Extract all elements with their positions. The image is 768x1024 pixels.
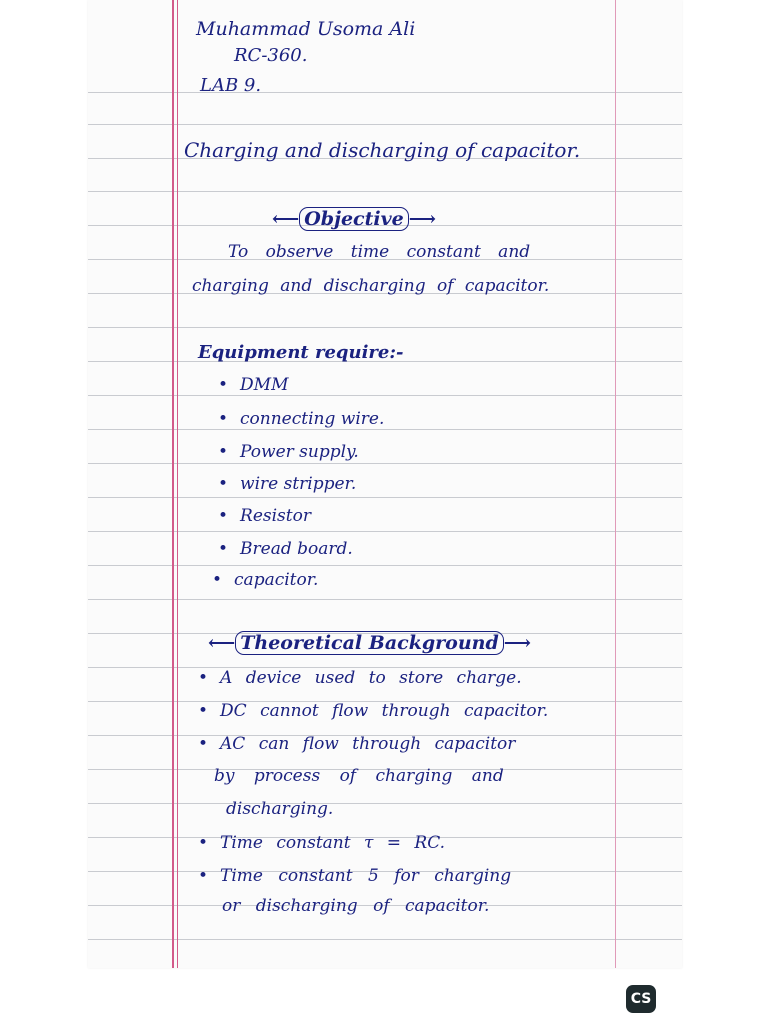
theory-line [198, 833, 445, 853]
theory-line-text: Time constant τ = RC. [220, 833, 446, 853]
camscanner-logo-icon: CS [626, 985, 656, 1013]
bullet-icon: • [198, 866, 209, 886]
bullet-icon: • [198, 833, 209, 853]
theory-label: Theoretical Background [235, 631, 504, 655]
page-title: Charging and discharging of capacitor. [184, 138, 581, 162]
theory-line [198, 866, 511, 886]
equipment-item [212, 570, 318, 590]
equipment-item-label: connecting wire. [240, 409, 385, 429]
objective-heading [272, 208, 436, 230]
objective-label: Objective [299, 207, 409, 231]
theory-line [198, 668, 522, 688]
equipment-heading: Equipment require:- [198, 342, 404, 363]
objective-line-2: charging and discharging of capacitor. [192, 276, 550, 296]
theory-line [198, 734, 515, 754]
theory-line-text: DC cannot flow through capacitor. [220, 701, 549, 721]
equipment-item-label: DMM [240, 375, 289, 395]
bullet-icon: • [198, 734, 209, 754]
bullet-icon: • [218, 442, 229, 462]
right-arrow-icon: ⟶ [503, 632, 532, 654]
right-arrow-icon: ⟶ [408, 208, 436, 230]
equipment-item-label: Power supply. [240, 442, 359, 462]
bullet-icon: • [218, 539, 229, 559]
theory-line-text: by process of charging and [214, 766, 504, 786]
left-arrow-icon: ⟵ [272, 208, 300, 230]
bullet-icon: • [218, 375, 229, 395]
equipment-item [218, 442, 359, 462]
theory-heading [208, 632, 531, 654]
lab-number: LAB 9. [200, 75, 262, 96]
equipment-item-label: Bread board. [240, 539, 353, 559]
roll-number: RC-360. [234, 45, 308, 66]
equipment-item [218, 375, 288, 395]
student-name: Muhammad Usoma Ali [196, 18, 416, 40]
theory-line-text: Time constant 5 for charging [220, 866, 512, 886]
equipment-item [218, 539, 353, 559]
theory-line-text: discharging. [226, 799, 334, 819]
bullet-icon: • [218, 474, 229, 494]
theory-line-text: AC can flow through capacitor [220, 734, 516, 754]
equipment-item-label: capacitor. [234, 570, 319, 590]
equipment-item [218, 409, 384, 429]
theory-line-text: A device used to store charge. [220, 668, 522, 688]
equipment-item-label: wire stripper. [240, 474, 357, 494]
bullet-icon: • [212, 570, 223, 590]
left-arrow-icon: ⟵ [208, 632, 236, 654]
bullet-icon: • [218, 506, 229, 526]
bullet-icon: • [198, 668, 209, 688]
equipment-item [218, 506, 311, 526]
equipment-item-label: Resistor [240, 506, 311, 526]
bullet-icon: • [218, 409, 229, 429]
bullet-icon: • [198, 701, 209, 721]
theory-line [198, 701, 548, 721]
equipment-item [218, 474, 356, 494]
objective-line-1: To observe time constant and [228, 242, 531, 262]
theory-line-text: or discharging of capacitor. [222, 896, 490, 916]
